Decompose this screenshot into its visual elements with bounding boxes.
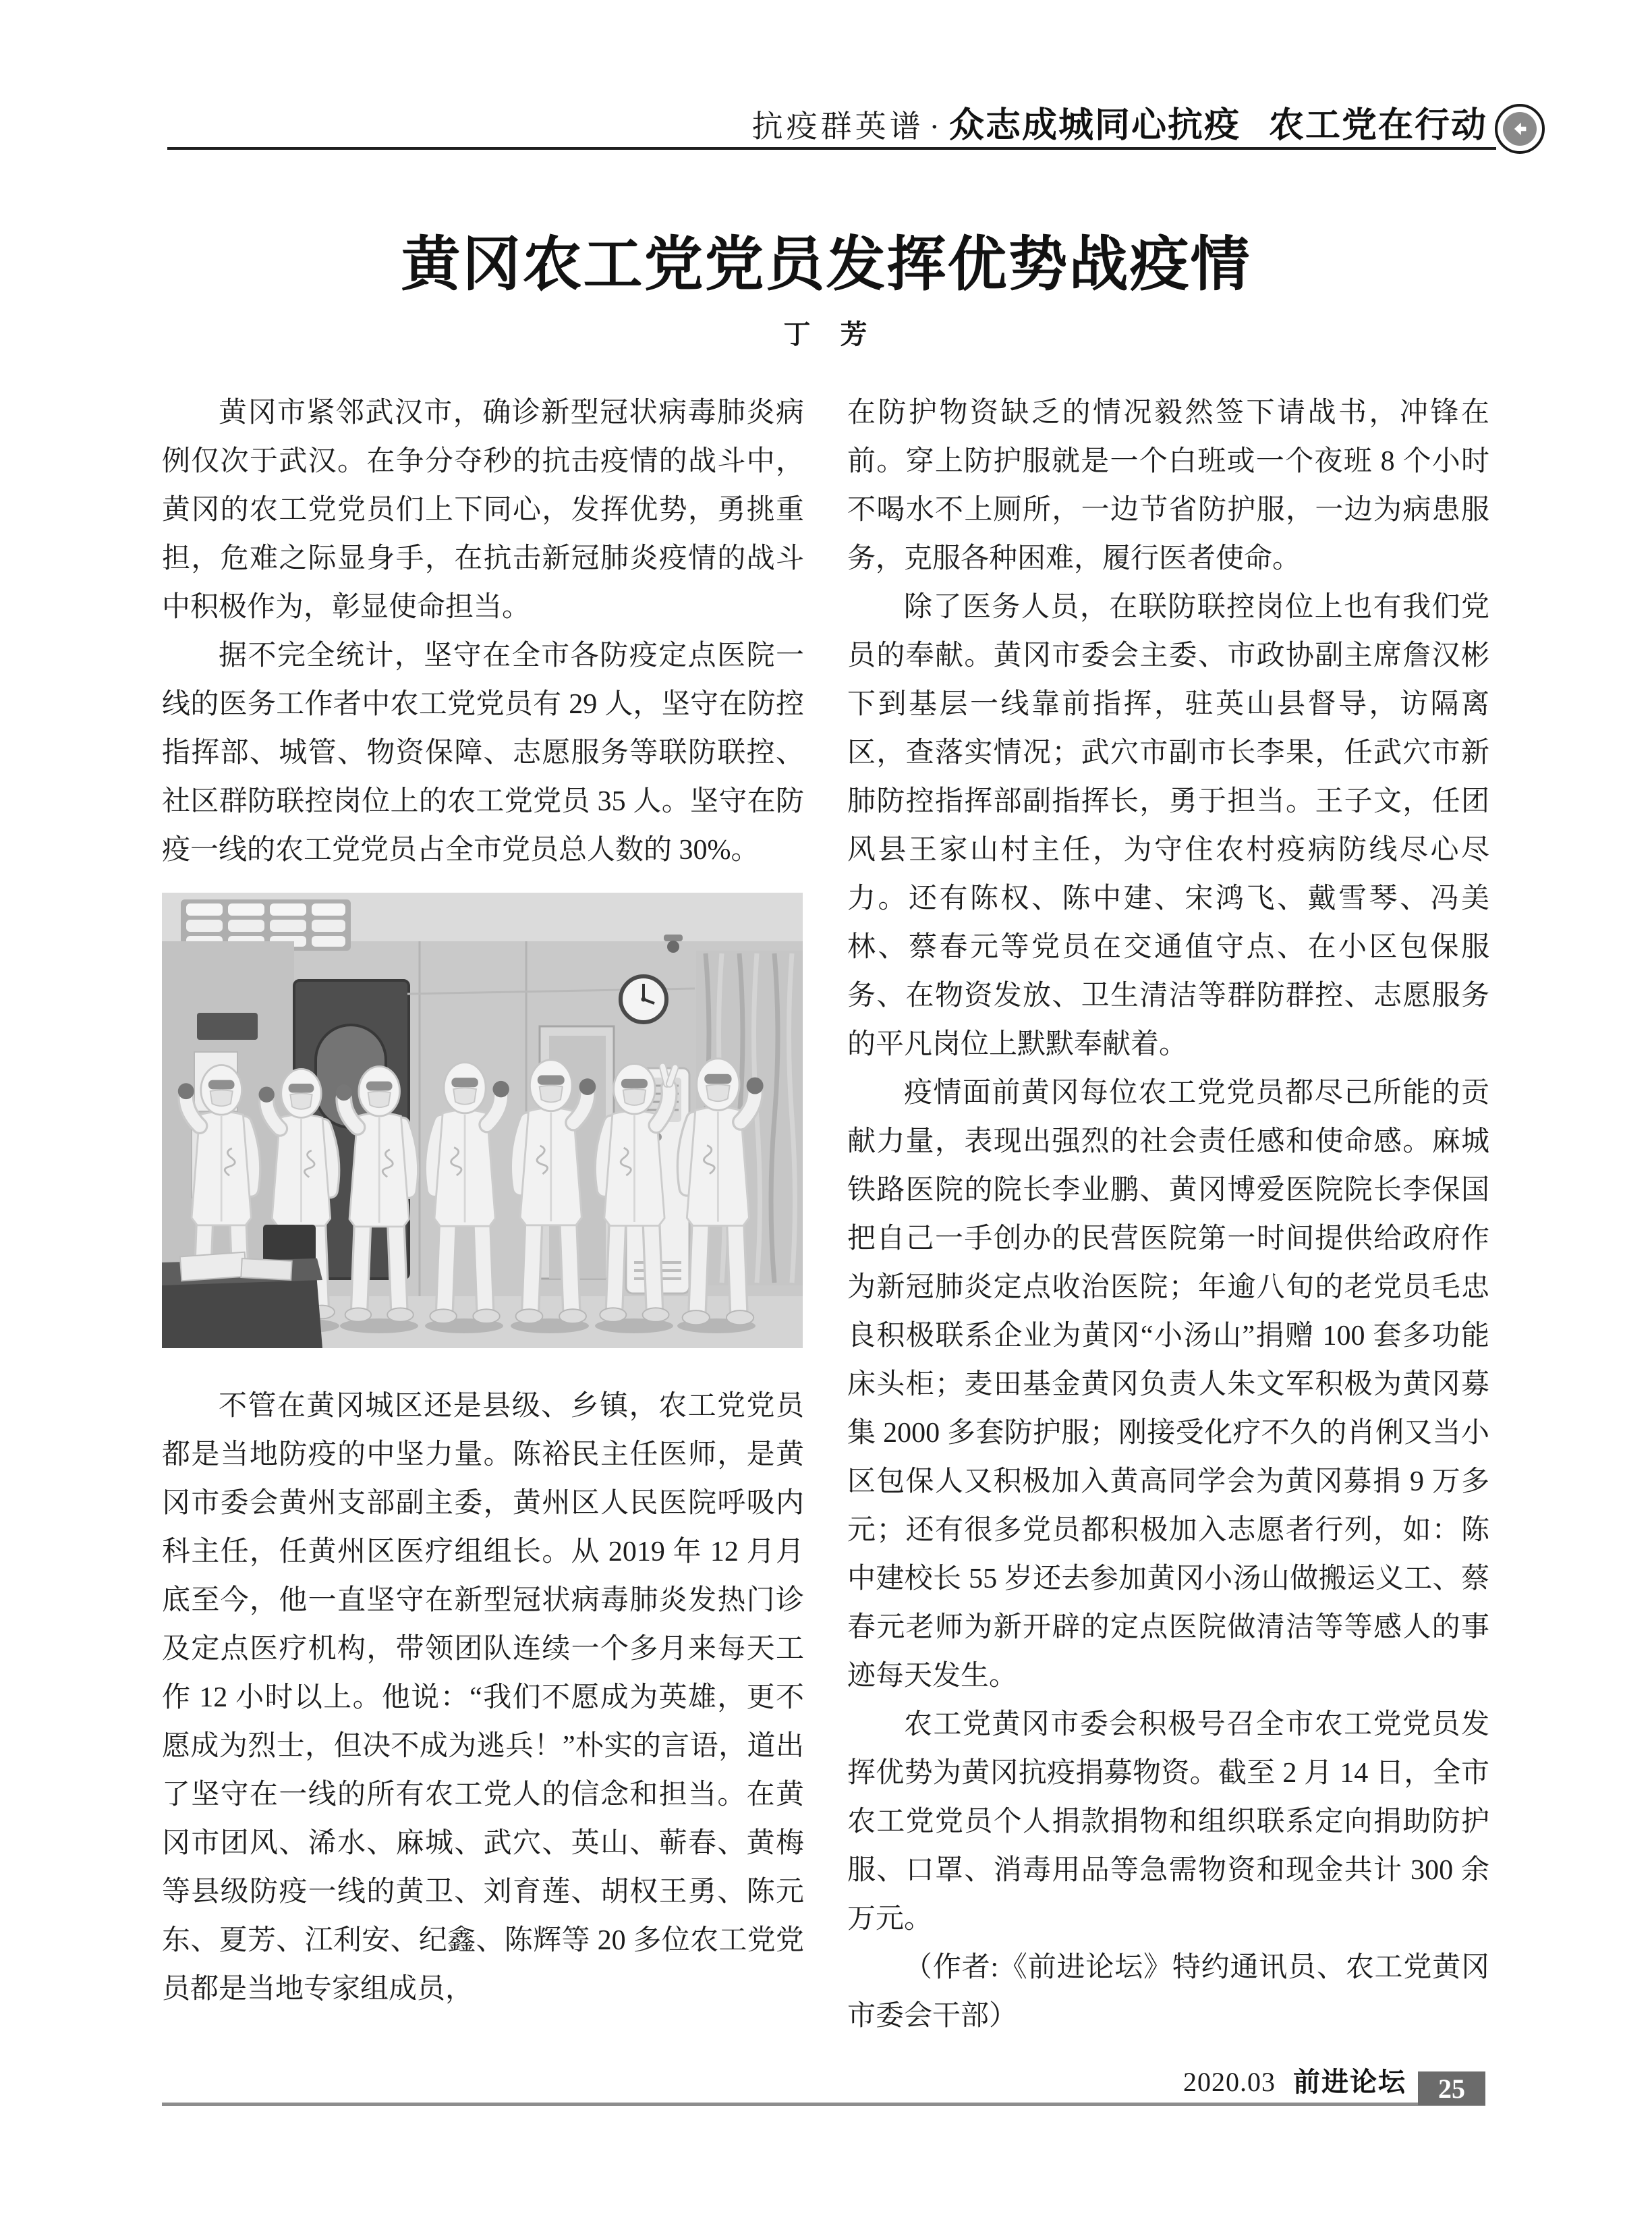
- article-byline: （作者:《前进论坛》特约通讯员、农工党黄冈市委会干部）: [847, 1952, 1489, 2032]
- footer-journal-name: 前进论坛: [1293, 2067, 1406, 2097]
- body-paragraph: 在防护物资缺乏的情况毅然签下请战书，冲锋在前。穿上防护服就是一个白班或一个夜班 8 个小时不喝水不上厕所，一边节省防护服，一边为病患服务，克服各种困难，履行医者使命。: [847, 397, 1489, 574]
- article-photo: [162, 893, 803, 1348]
- left-column: [162, 389, 804, 2013]
- wall-clock: [621, 976, 666, 1022]
- body-paragraph: 不管在黄冈城区还是县级、乡镇，农工党党员都是当地防疫的中坚力量。陈裕民主任医师，是黄冈市委会黄州支部副主委，黄州区人民医院呼吸内科主任，任黄州区医疗组组长。从 2019 年 12 月月底至今，他一直坚守在新型冠状病毒肺炎发热门诊及定点医疗机构，带领团队连续一个多月来每天工作 12 小时以上。他说：“我们不愿成为英雄，更不愿成为烈士，但决不成为逃兵！”朴实的言语，道出了坚守在一线的所有农工党人的信念和担当。在黄冈市团风、浠水、麻城、武穴、英山、蕲春、黄梅等县级防疫一线的黄卫、刘育莲、胡权王勇、陈元东、夏芳、江利安、纪鑫、陈辉等 20 多位农工党党员都是当地专家组成员，: [162, 1391, 804, 2005]
- right-column: [847, 389, 1489, 2040]
- article-title: 黄冈农工党党员发挥优势战疫情: [401, 231, 1251, 298]
- arrow-disc: [1503, 112, 1537, 146]
- footer-issue: 2020.03: [1183, 2067, 1276, 2097]
- body-paragraph: 农工党黄冈市委会积极号召全市农工党党员发挥优势为黄冈抗疫捐募物资。截至 2 月 14 日，全市农工党党员个人捐款捐物和组织联系定向捐助防护服、口罩、消毒用品等急需物资和现金共计 300 余万元。: [847, 1709, 1489, 1935]
- page-header: [162, 107, 1487, 153]
- header-separator: ·: [929, 109, 940, 144]
- header-rule: [167, 147, 1496, 150]
- page-number: 25: [1438, 2073, 1465, 2104]
- header-strap-sub: 农工党在行动: [1268, 106, 1487, 145]
- body-paragraph: 疫情面前黄冈每位农工党党员都尽己所能的贡献力量，表现出强烈的社会责任感和使命感。麻城铁路医院的院长李业鹏、黄冈博爱医院院长李保国把自己一手创办的民营医院第一时间提供给政府作为新冠肺炎定点收治医院；年逾八旬的老党员毛忠良积极联系企业为黄冈“小汤山”捐赠 100 套多功能床头柜；麦田基金黄冈负责人朱文军积极为黄冈募集 2000 多套防护服；刚接受化疗不久的肖俐又当小区包保人又积极加入黄高同学会为黄冈募捐 9 万多元；还有很多党员都积极加入志愿者行列，如：陈中建校长 55 岁还去参加黄冈小汤山做搬运义工、蔡春元老师为新开辟的定点医院做清洁等等感人的事迹每天发生。: [847, 1078, 1489, 1692]
- article-author: 丁 芳: [783, 320, 869, 350]
- body-paragraph: 据不完全统计，坚守在全市各防疫定点医院一线的医务工作者中农工党党员有 29 人，坚守在防控指挥部、城管、物资保障、志愿服务等联防联控、社区群防联控岗位上的农工党党员 35 人。坚守在防疫一线的农工党党员占全市党员总人数的 30%。: [162, 640, 804, 866]
- body-paragraph: 除了医务人员，在联防联控岗位上也有我们党员的奉献。黄冈市委会主委、市政协副主席詹汉彬下到基层一线靠前指挥，驻英山县督导，访隔离区，查落实情况；武穴市副市长李果，任武穴市新肺防控指挥部副指挥长，勇于担当。王子文，任团风县王家山村主任，为守住农村疫病防线尽心尽力。还有陈权、陈中建、宋鸿飞、戴雪琴、冯美林、蔡春元等党员在交通值守点、在小区包保服务、在物资发放、卫生清洁等群防群控、志愿服务的平凡岗位上默默奉献着。: [847, 592, 1489, 1060]
- wall-sign: [197, 1013, 258, 1040]
- header-strap-main: 众志成城同心抗疫: [948, 106, 1241, 145]
- page-number-badge: [1418, 2071, 1485, 2105]
- header-kicker: 抗疫群英谱: [751, 109, 924, 144]
- page-footer: [162, 2063, 1406, 2107]
- body-paragraph: 黄冈市紧邻武汉市，确诊新型冠状病毒肺炎病例仅次于武汉。在争分夺秒的抗击疫情的战斗中，黄冈的农工党党员们上下同心，发挥优势，勇挑重担，危难之际显身手，在抗击新冠肺炎疫情的战斗中积极作为，彰显使命担当。: [162, 397, 804, 623]
- back-arrow-circle-icon: [1495, 104, 1545, 154]
